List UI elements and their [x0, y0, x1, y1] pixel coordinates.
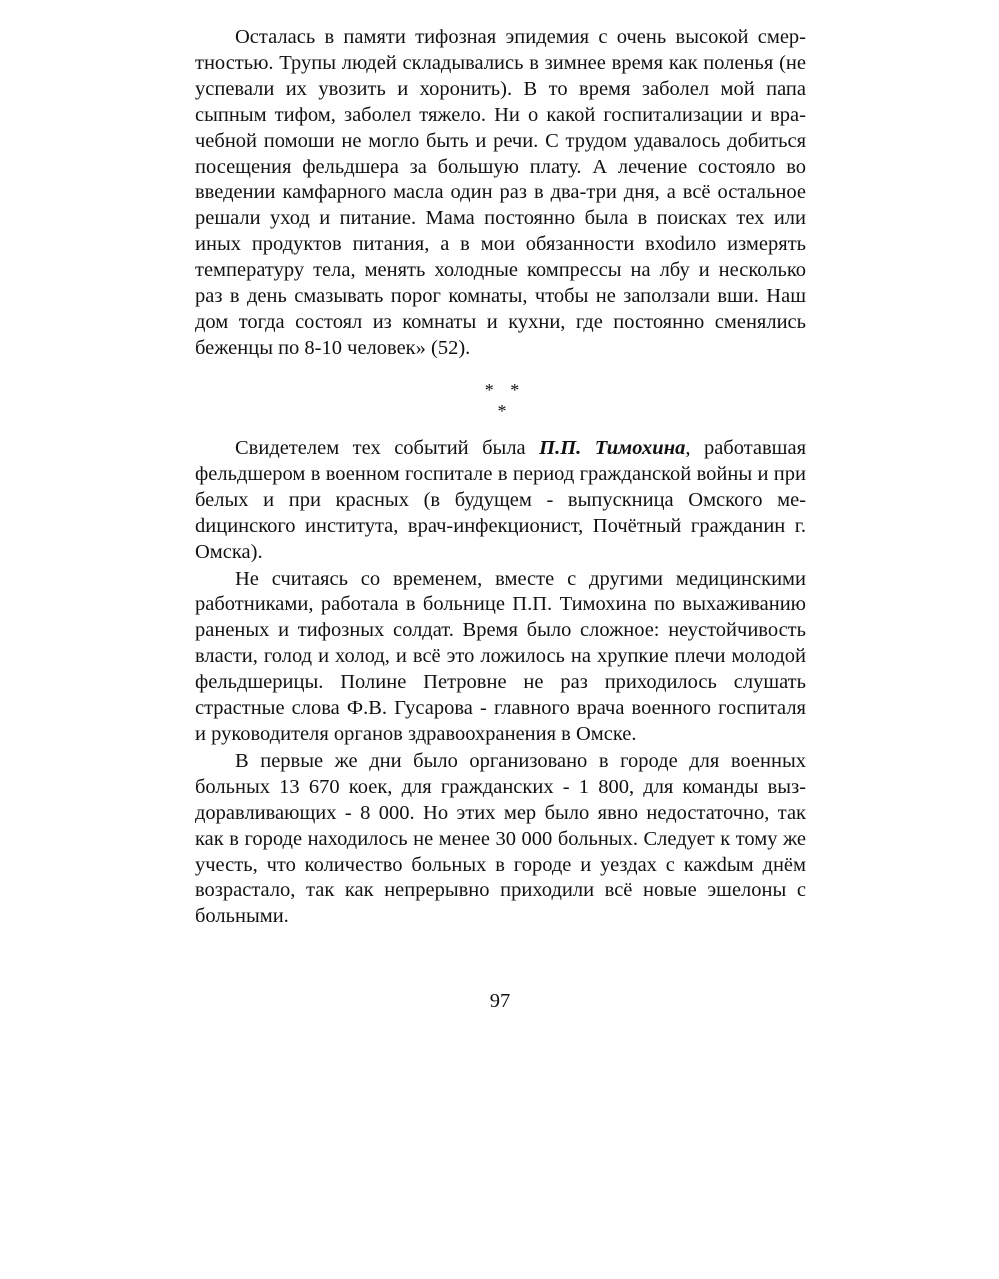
text-block-top [195, 25, 806, 362]
page-number: 97 [489, 990, 511, 1012]
paragraph-timokhina-intro-start: Свидетелем тех событий была [235, 437, 540, 459]
paragraph-timokhina-intro-end: , работавшая фельдшером в военном госпитале в период гражданской войны и при белых и при красных (в будущем - выпускница Омского меdицинского института, врач-инфекционист, Почётный гражданин г. Омска). [195, 437, 806, 563]
section-separator: * * * [484, 380, 526, 421]
paragraph-hospital-work: Не считаясь со временем, вместе с другими медицинскими работниками, работала в больнице П.П. Тимохина по выхаживанию раненых и тифозных солдат. Время было сложное: неустойчивость власти, голод и холод, и всё это ложилось на хрупкие плечи молодой фельдшерицы. Полине Петровне не раз приходилось слушать страстные слова Ф.В. Гусарова - главного врача военного госпиталя и руководителя органов здравоохранения в Омске. [195, 567, 806, 745]
paragraph-timokhina-intro [195, 436, 806, 566]
text-block-bottom [195, 436, 806, 930]
paragraph-bed-counts: В первые же дни было организовано в городе для военных больных 13 670 коек, для гражданских - 1 800, для команды выздоравливающих - 8 000. Но этих мер было явно недостаточно, так как в городе находилось не менее 30 000 больных. Следует к тому же учесть, что количество больных в городе и уездах с кажdым днём возрастало, так как непрерывно приходили всё новые эшелоны с больными. [195, 749, 806, 928]
emphasized-name: П.П. Тимохина [539, 437, 686, 459]
paragraph-epidemic-memory: Осталась в памяти тифозная эпидемия с очень высокой смертностью. Трупы людей складывались в зимнее время как поленья (не успевали их увозить и хоронить). В то время заболел мой папа сыпным тифом, заболел тяжело. Ни о какой госпитализации и врачебной помоши не могло быть и речи. С трудом удавалось добиться посещения фельдшера за большую плату. А лечение состояло во введении камфарного масла один раз в два-три дня, а всё остальное решали уход и питание. Мама постоянно была в поисках тех или иных продуктов питания, а в мои обязанности вхоdило измерять температуру тела, менять холодные компрессы на лбу и несколько раз в день смазывать порог комнаты, чтобы не заползали вши. Наш дом тогда состоял из комнаты и кухни, где постоянно сменялись беженцы по 8-10 человек» (52). [195, 26, 806, 359]
